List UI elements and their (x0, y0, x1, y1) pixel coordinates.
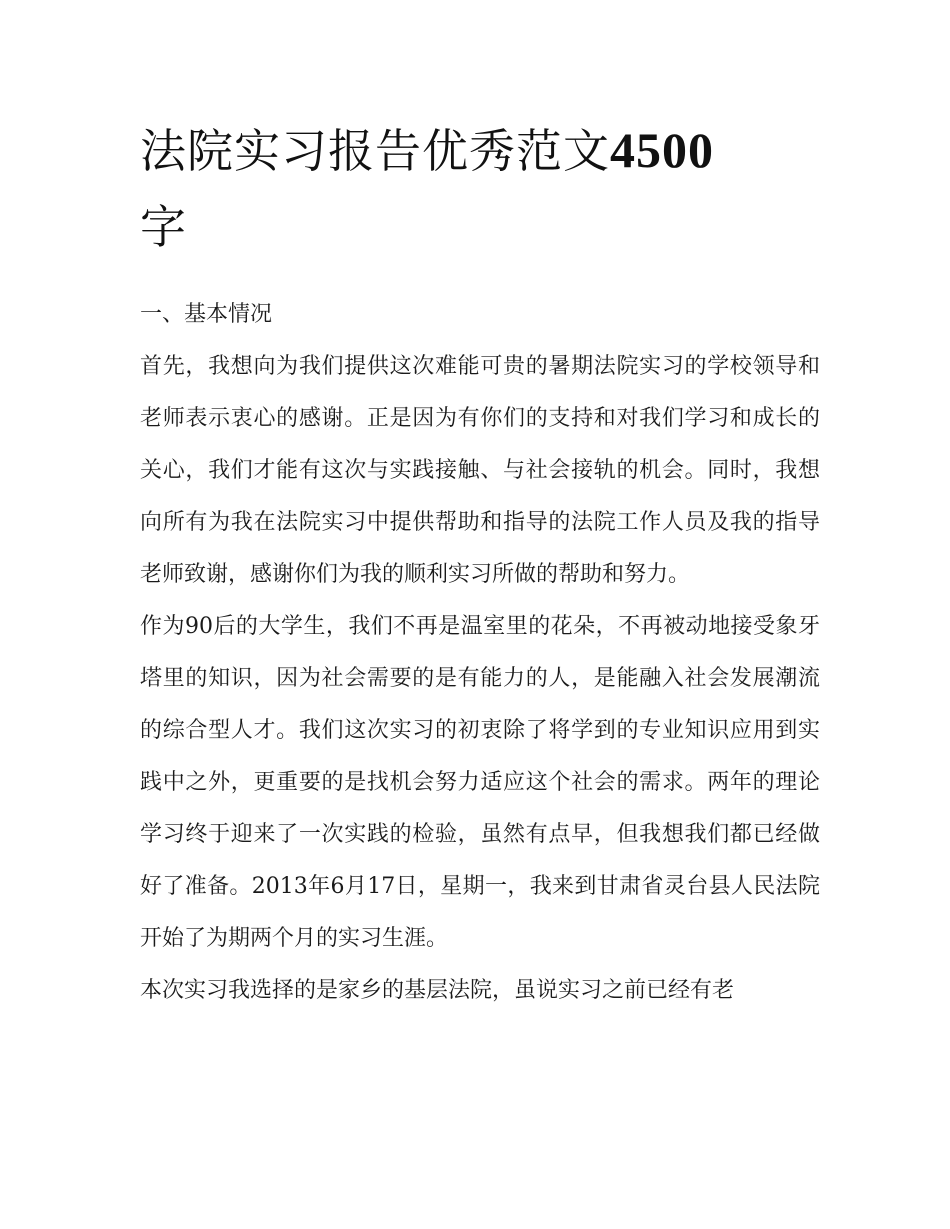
document-title (140, 112, 820, 265)
section-heading: 一、基本情况 (140, 302, 273, 327)
document-body (140, 112, 820, 1017)
title-text: 法院实习报告优秀范文 (140, 124, 610, 178)
paragraph-placement: 本次实习我选择的是家乡的基层法院，虽说实习之前已经有老 (140, 978, 735, 1003)
paragraph-motivation: 作为90后的大学生，我们不再是温室里的花朵，不再被动地接受象牙塔里的知识，因为社会需要的是有能力的人，是能融入社会发展潮流的综合型人才。我们这次实习的初衷除了将学到的专业知识应用到实践中之外，更重要的是找机会努力适应这个社会的需求。两年的理论学习终于迎来了一次实践的检验，虽然有点早，但我想我们都已经做好了准备。2013年6月17日，星期一，我来到甘肃省灵台县人民法院开始了为期两个月的实习生涯。 (140, 614, 820, 951)
title-suffix: 字 (140, 200, 187, 254)
title-number: 4500 (610, 122, 714, 178)
paragraph-acknowledgements: 首先，我想向为我们提供这次难能可贵的暑期法院实习的学校领导和老师表示衷心的感谢。正是因为有你们的支持和对我们学习和成长的关心，我们才能有这次与实践接触、与社会接轨的机会。同时，我想向所有为我在法院实习中提供帮助和指导的法院工作人员及我的指导老师致谢，感谢你们为我的顺利实习所做的帮助和努力。 (140, 354, 820, 587)
